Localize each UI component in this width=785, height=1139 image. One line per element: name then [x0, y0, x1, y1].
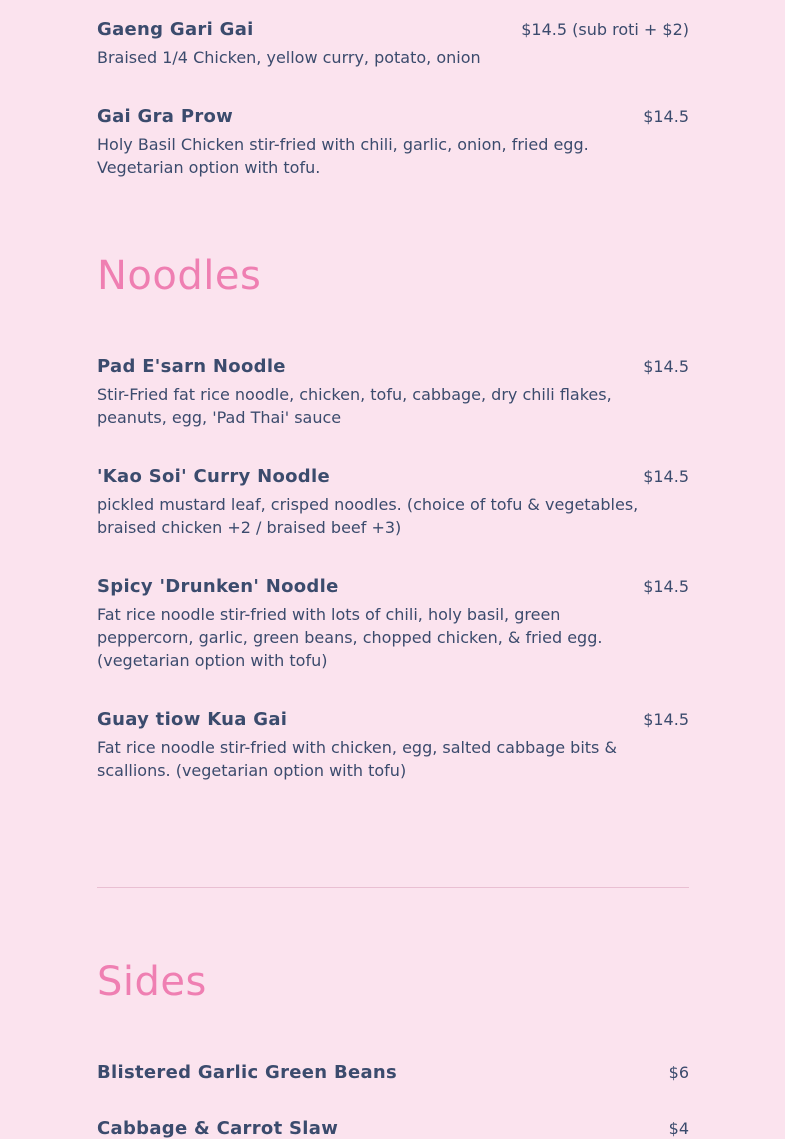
item-price: $6	[668, 1063, 689, 1082]
item-name: Gaeng Gari Gai	[97, 19, 254, 40]
item-name: Spicy 'Drunken' Noodle	[97, 576, 339, 597]
item-price: $14.5 (sub roti + $2)	[521, 20, 689, 39]
item-price: $14.5	[643, 107, 689, 126]
item-description: Braised 1/4 Chicken, yellow curry, potato, onion	[97, 48, 481, 67]
item-description: Fat rice noodle stir-fried with lots of chili, holy basil, green peppercorn, garlic, green beans, chopped chicken, & fried egg. (vegetarian option with tofu)	[97, 605, 603, 670]
section-title-sides: Sides	[97, 959, 207, 1005]
item-description: Fat rice noodle stir-fried with chicken, egg, salted cabbage bits & scallions. (vegetarian option with tofu)	[97, 738, 617, 780]
section-title-noodles: Noodles	[97, 253, 262, 299]
item-description: pickled mustard leaf, crisped noodles. (choice of tofu & vegetables, braised chicken +2 / braised beef +3)	[97, 495, 639, 537]
item-description: Holy Basil Chicken stir-fried with chili, garlic, onion, fried egg. Vegetarian option with tofu.	[97, 135, 589, 177]
item-description: Stir-Fried fat rice noodle, chicken, tofu, cabbage, dry chili flakes, peanuts, egg, 'Pad Thai' sauce	[97, 385, 612, 427]
item-price: $4	[668, 1119, 689, 1138]
item-price: $14.5	[643, 710, 689, 729]
item-price: $14.5	[643, 577, 689, 596]
item-name: 'Kao Soi' Curry Noodle	[97, 466, 330, 487]
item-name: Cabbage & Carrot Slaw	[97, 1118, 339, 1139]
item-price: $14.5	[643, 357, 689, 376]
item-name: Guay tiow Kua Gai	[97, 709, 288, 730]
item-name: Pad E'sarn Noodle	[97, 356, 286, 377]
item-name: Blistered Garlic Green Beans	[97, 1062, 398, 1083]
section-divider	[97, 887, 689, 888]
item-name: Gai Gra Prow	[97, 106, 234, 127]
item-price: $14.5	[643, 467, 689, 486]
